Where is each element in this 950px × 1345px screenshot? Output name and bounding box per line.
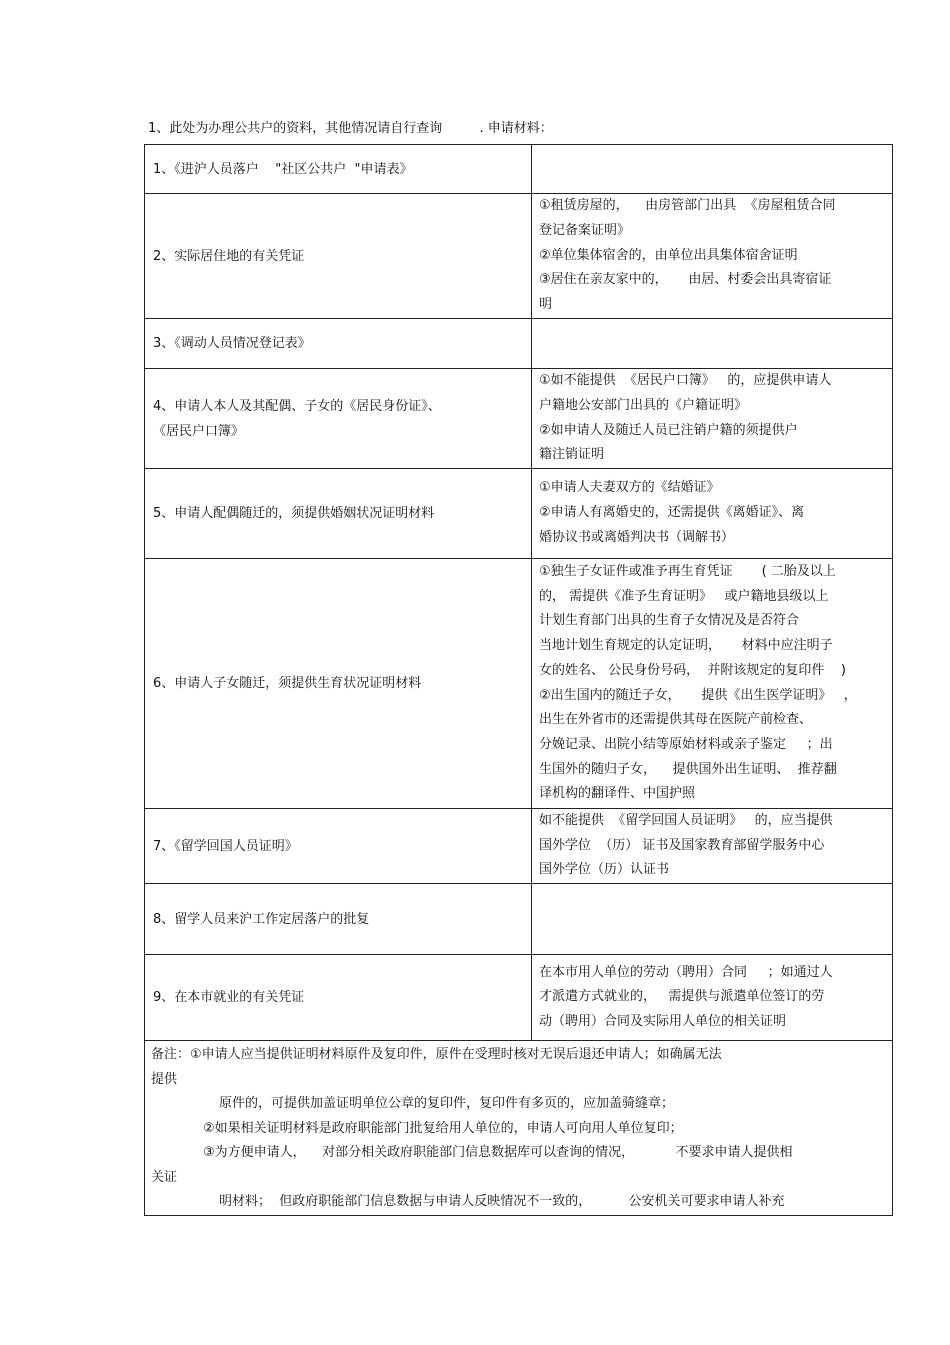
table-row xyxy=(145,469,893,559)
material-item: 5、申请人配偶随迁的，须提供婚姻状况证明材料 xyxy=(145,469,532,559)
notes-row xyxy=(145,1041,893,1216)
materials-table xyxy=(144,144,893,1216)
material-item: 4、申请人本人及其配偶、子女的《居民身份证》、 《居民户口簿》 xyxy=(145,369,532,469)
material-item: 3、《调动人员情况登记表》 xyxy=(145,319,532,369)
table-row xyxy=(145,194,893,319)
material-description xyxy=(532,884,893,955)
note-line: 明材料； 但政府职能部门信息数据与申请人反映情况不一致的， 公安机关可要求申请人补充 xyxy=(219,1194,785,1210)
material-description: 如不能提供 《留学回国人员证明》 的，应当提供 国外学位 （历） 证书及国家教育部留学服务中心 国外学位（历）认证书 xyxy=(532,809,893,884)
material-description: ①申请人夫妻双方的《结婚证》 ②申请人有离婚史的，还需提供《离婚证》、离 婚协议书或离婚判决书（调解书） xyxy=(532,469,893,559)
material-description: 在本市用人单位的劳动（聘用）合同 ；如通过人 才派遣方式就业的， 需提供与派遣单位签订的劳 动（聘用）合同及实际用人单位的相关证明 xyxy=(532,955,893,1041)
material-description: ①租赁房屋的， 由房管部门出具 《房屋租赁合同 登记备案证明》 ②单位集体宿舍的，由单位出具集体宿舍证明 ③居住在亲友家中的， 由居、村委会出具寄宿证 明 xyxy=(532,194,893,319)
material-description: ①如不能提供 《居民户口簿》 的，应提供申请人 户籍地公安部门出具的《户籍证明》 ②如申请人及随迁人员已注销户籍的须提供户 籍注销证明 xyxy=(532,369,893,469)
material-description xyxy=(532,319,893,369)
material-item: 1、《进沪人员落户 "社区公共户 "申请表》 xyxy=(145,145,532,194)
table-row xyxy=(145,145,893,194)
table-row xyxy=(145,809,893,884)
note-line: 原件的，可提供加盖证明单位公章的复印件，复印件有多页的，应加盖骑缝章； xyxy=(219,1096,675,1112)
table-row xyxy=(145,884,893,955)
material-description xyxy=(532,145,893,194)
material-item: 6、申请人子女随迁，须提供生育状况证明材料 xyxy=(145,559,532,809)
material-description: ①独生子女证件或准予再生育凭证 ( 二胎及以上 的， 需提供《准予生育证明》 或户籍地县级以上 计划生育部门出具的生育子女情况及是否符合 当地计划生育规定的认定证明， 材料中应注明子 女的姓名、 公民身份号码， 并附该规定的复印件 ) ②出生国内的随迁子女， 提供《出生医学证明》 ， 出生在外省市的还需提供其母在医院产前检查、 分娩记录、出院小结等原始材料或亲子鉴定 ；出 生国外的随归子女， 提供国外出生证明、 推荐翻 译机构的翻译件、中国护照 xyxy=(532,559,893,809)
note-line: ②如果相关证明材料是政府职能部门批复给用人单位的，申请人可向用人单位复印； xyxy=(203,1120,683,1136)
note-line: 备注：①申请人应当提供证明材料原件及复印件，原件在受理时核对无误后退还申请人；如确属无法 xyxy=(151,1047,722,1063)
material-item: 9、在本市就业的有关凭证 xyxy=(145,955,532,1041)
intro-line: 1、此处为办理公共户的资料，其他情况请自行查询 . 申请材料： xyxy=(148,121,553,136)
table-row xyxy=(145,955,893,1041)
note-line: 关证 xyxy=(151,1169,178,1185)
material-item: 8、留学人员来沪工作定居落户的批复 xyxy=(145,884,532,955)
note-line: 提供 xyxy=(151,1071,178,1087)
table-row xyxy=(145,369,893,469)
table-row xyxy=(145,559,893,809)
table-row xyxy=(145,319,893,369)
material-item: 7、《留学回国人员证明》 xyxy=(145,809,532,884)
note-line: ③为方便申请人， 对部分相关政府职能部门信息数据库可以查询的情况， 不要求申请人提供相 xyxy=(203,1145,793,1161)
notes-cell xyxy=(145,1041,893,1216)
material-item: 2、实际居住地的有关凭证 xyxy=(145,194,532,319)
